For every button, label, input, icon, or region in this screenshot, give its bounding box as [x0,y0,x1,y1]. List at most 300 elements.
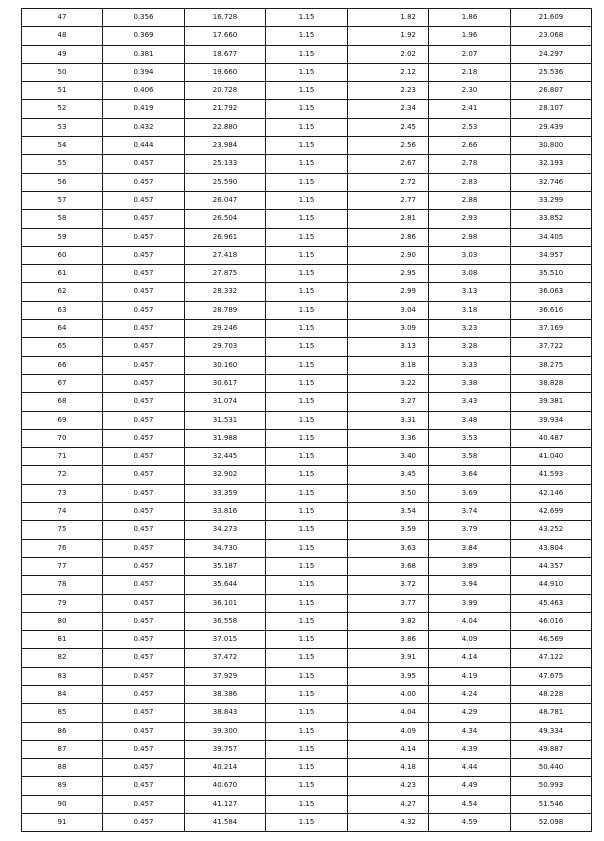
value-a-cell: 0.457 [103,521,185,539]
value-a-cell: 0.457 [103,155,185,173]
table-row [22,82,592,100]
value-c-cell: 3.22 [348,374,429,392]
value-a-cell: 0.457 [103,283,185,301]
value-b-cell: 17.660 [185,27,266,45]
total-cell: 47.675 [511,667,592,685]
value-a-cell: 0.457 [103,173,185,191]
value-a-cell: 0.457 [103,777,185,795]
row-index-cell: 64 [22,320,103,338]
total-cell: 28.107 [511,100,592,118]
row-index-cell: 72 [22,466,103,484]
row-index-cell: 87 [22,740,103,758]
row-index-cell: 74 [22,503,103,521]
row-index-cell: 69 [22,411,103,429]
factor-cell: 1.15 [266,704,348,722]
table-row [22,393,592,411]
row-index-cell: 54 [22,137,103,155]
factor-cell: 1.15 [266,466,348,484]
value-d-cell: 3.48 [429,411,511,429]
value-b-cell: 33.359 [185,484,266,502]
value-a-cell: 0.444 [103,137,185,155]
value-d-cell: 2.93 [429,210,511,228]
value-d-cell: 4.09 [429,631,511,649]
row-index-cell: 63 [22,301,103,319]
row-index-cell: 55 [22,155,103,173]
table-row [22,210,592,228]
value-b-cell: 28.332 [185,283,266,301]
value-a-cell: 0.369 [103,27,185,45]
value-a-cell: 0.457 [103,740,185,758]
table-row [22,667,592,685]
row-index-cell: 49 [22,45,103,63]
value-b-cell: 20.728 [185,82,266,100]
value-a-cell: 0.457 [103,228,185,246]
value-a-cell: 0.457 [103,631,185,649]
value-a-cell: 0.457 [103,557,185,575]
table-row [22,777,592,795]
data-table [21,8,592,832]
value-b-cell: 35.644 [185,576,266,594]
total-cell: 50.440 [511,759,592,777]
row-index-cell: 51 [22,82,103,100]
row-index-cell: 59 [22,228,103,246]
value-a-cell: 0.457 [103,685,185,703]
value-d-cell: 2.30 [429,82,511,100]
value-d-cell: 4.49 [429,777,511,795]
row-index-cell: 73 [22,484,103,502]
factor-cell: 1.15 [266,814,348,832]
value-b-cell: 38.386 [185,685,266,703]
value-b-cell: 22.880 [185,118,266,136]
total-cell: 42.146 [511,484,592,502]
value-b-cell: 21.792 [185,100,266,118]
value-b-cell: 32.902 [185,466,266,484]
value-c-cell: 3.77 [348,594,429,612]
value-a-cell: 0.457 [103,814,185,832]
factor-cell: 1.15 [266,649,348,667]
value-a-cell: 0.457 [103,722,185,740]
value-b-cell: 34.730 [185,539,266,557]
table-body [22,9,592,832]
total-cell: 32.746 [511,173,592,191]
total-cell: 39.934 [511,411,592,429]
table-row [22,814,592,832]
value-c-cell: 3.59 [348,521,429,539]
value-b-cell: 37.929 [185,667,266,685]
factor-cell: 1.15 [266,356,348,374]
value-c-cell: 3.86 [348,631,429,649]
value-b-cell: 30.160 [185,356,266,374]
table-row [22,521,592,539]
row-index-cell: 82 [22,649,103,667]
value-d-cell: 3.84 [429,539,511,557]
value-c-cell: 2.86 [348,228,429,246]
value-b-cell: 29.703 [185,338,266,356]
row-index-cell: 91 [22,814,103,832]
table-row [22,576,592,594]
table-row [22,685,592,703]
value-c-cell: 3.13 [348,338,429,356]
value-d-cell: 4.04 [429,612,511,630]
value-d-cell: 3.79 [429,521,511,539]
value-a-cell: 0.457 [103,466,185,484]
value-a-cell: 0.457 [103,191,185,209]
value-a-cell: 0.457 [103,210,185,228]
table-row [22,448,592,466]
value-a-cell: 0.457 [103,448,185,466]
table-row [22,612,592,630]
total-cell: 36.616 [511,301,592,319]
table-row [22,100,592,118]
value-a-cell: 0.457 [103,594,185,612]
factor-cell: 1.15 [266,667,348,685]
value-d-cell: 2.98 [429,228,511,246]
value-b-cell: 39.757 [185,740,266,758]
value-c-cell: 4.04 [348,704,429,722]
row-index-cell: 57 [22,191,103,209]
value-b-cell: 18.677 [185,45,266,63]
table-row [22,722,592,740]
table-row [22,155,592,173]
value-d-cell: 4.54 [429,795,511,813]
row-index-cell: 77 [22,557,103,575]
factor-cell: 1.15 [266,27,348,45]
total-cell: 29.439 [511,118,592,136]
table-row [22,228,592,246]
table-row [22,649,592,667]
value-c-cell: 3.31 [348,411,429,429]
total-cell: 42.699 [511,503,592,521]
value-c-cell: 4.32 [348,814,429,832]
value-d-cell: 2.83 [429,173,511,191]
value-d-cell: 3.08 [429,265,511,283]
total-cell: 49.887 [511,740,592,758]
factor-cell: 1.15 [266,100,348,118]
value-a-cell: 0.457 [103,320,185,338]
total-cell: 25.536 [511,63,592,81]
value-c-cell: 3.40 [348,448,429,466]
value-b-cell: 41.584 [185,814,266,832]
value-c-cell: 3.36 [348,429,429,447]
table-row [22,466,592,484]
value-b-cell: 37.015 [185,631,266,649]
value-a-cell: 0.356 [103,9,185,27]
value-d-cell: 3.74 [429,503,511,521]
table-row [22,411,592,429]
total-cell: 34.405 [511,228,592,246]
value-b-cell: 33.816 [185,503,266,521]
table-row [22,759,592,777]
value-b-cell: 39.300 [185,722,266,740]
row-index-cell: 89 [22,777,103,795]
value-d-cell: 1.96 [429,27,511,45]
factor-cell: 1.15 [266,759,348,777]
value-d-cell: 3.13 [429,283,511,301]
factor-cell: 1.15 [266,539,348,557]
factor-cell: 1.15 [266,429,348,447]
value-a-cell: 0.457 [103,503,185,521]
table-row [22,45,592,63]
factor-cell: 1.15 [266,612,348,630]
factor-cell: 1.15 [266,45,348,63]
factor-cell: 1.15 [266,777,348,795]
total-cell: 46.569 [511,631,592,649]
value-b-cell: 25.133 [185,155,266,173]
table-row [22,265,592,283]
value-c-cell: 3.95 [348,667,429,685]
table-row [22,740,592,758]
value-d-cell: 4.24 [429,685,511,703]
factor-cell: 1.15 [266,795,348,813]
value-a-cell: 0.457 [103,338,185,356]
value-a-cell: 0.457 [103,484,185,502]
total-cell: 44.910 [511,576,592,594]
table-row [22,631,592,649]
factor-cell: 1.15 [266,338,348,356]
value-c-cell: 2.56 [348,137,429,155]
factor-cell: 1.15 [266,484,348,502]
value-c-cell: 2.23 [348,82,429,100]
factor-cell: 1.15 [266,320,348,338]
factor-cell: 1.15 [266,9,348,27]
total-cell: 50.993 [511,777,592,795]
value-c-cell: 4.23 [348,777,429,795]
value-b-cell: 16.728 [185,9,266,27]
value-c-cell: 2.81 [348,210,429,228]
value-d-cell: 3.94 [429,576,511,594]
value-c-cell: 3.68 [348,557,429,575]
value-c-cell: 3.54 [348,503,429,521]
table-row [22,594,592,612]
row-index-cell: 52 [22,100,103,118]
total-cell: 48.781 [511,704,592,722]
value-c-cell: 3.72 [348,576,429,594]
value-c-cell: 2.90 [348,246,429,264]
total-cell: 41.040 [511,448,592,466]
total-cell: 39.381 [511,393,592,411]
total-cell: 38.828 [511,374,592,392]
row-index-cell: 67 [22,374,103,392]
value-c-cell: 3.04 [348,301,429,319]
factor-cell: 1.15 [266,210,348,228]
value-a-cell: 0.457 [103,539,185,557]
value-d-cell: 3.43 [429,393,511,411]
total-cell: 35.510 [511,265,592,283]
total-cell: 21.609 [511,9,592,27]
value-b-cell: 28.789 [185,301,266,319]
total-cell: 49.334 [511,722,592,740]
value-b-cell: 31.531 [185,411,266,429]
value-c-cell: 2.34 [348,100,429,118]
value-d-cell: 3.53 [429,429,511,447]
table-row [22,539,592,557]
factor-cell: 1.15 [266,173,348,191]
row-index-cell: 48 [22,27,103,45]
value-d-cell: 2.88 [429,191,511,209]
row-index-cell: 85 [22,704,103,722]
table-row [22,301,592,319]
value-b-cell: 26.961 [185,228,266,246]
value-d-cell: 2.41 [429,100,511,118]
value-a-cell: 0.457 [103,374,185,392]
value-a-cell: 0.432 [103,118,185,136]
value-a-cell: 0.457 [103,612,185,630]
value-c-cell: 4.09 [348,722,429,740]
value-c-cell: 2.72 [348,173,429,191]
value-a-cell: 0.457 [103,393,185,411]
factor-cell: 1.15 [266,246,348,264]
row-index-cell: 86 [22,722,103,740]
value-d-cell: 2.53 [429,118,511,136]
row-index-cell: 83 [22,667,103,685]
value-b-cell: 19.660 [185,63,266,81]
value-a-cell: 0.457 [103,265,185,283]
total-cell: 38.275 [511,356,592,374]
total-cell: 33.852 [511,210,592,228]
factor-cell: 1.15 [266,374,348,392]
row-index-cell: 53 [22,118,103,136]
row-index-cell: 47 [22,9,103,27]
table-row [22,795,592,813]
table-row [22,503,592,521]
value-a-cell: 0.406 [103,82,185,100]
value-c-cell: 3.18 [348,356,429,374]
value-d-cell: 2.78 [429,155,511,173]
value-d-cell: 4.44 [429,759,511,777]
value-b-cell: 25.590 [185,173,266,191]
value-d-cell: 2.07 [429,45,511,63]
factor-cell: 1.15 [266,503,348,521]
value-b-cell: 32.445 [185,448,266,466]
table-row [22,557,592,575]
value-d-cell: 3.89 [429,557,511,575]
row-index-cell: 76 [22,539,103,557]
table-row [22,118,592,136]
value-b-cell: 26.047 [185,191,266,209]
factor-cell: 1.15 [266,685,348,703]
total-cell: 41.593 [511,466,592,484]
value-c-cell: 2.95 [348,265,429,283]
row-index-cell: 58 [22,210,103,228]
factor-cell: 1.15 [266,594,348,612]
value-d-cell: 4.39 [429,740,511,758]
factor-cell: 1.15 [266,265,348,283]
factor-cell: 1.15 [266,411,348,429]
value-a-cell: 0.457 [103,649,185,667]
value-d-cell: 4.19 [429,667,511,685]
total-cell: 44.357 [511,557,592,575]
value-d-cell: 3.03 [429,246,511,264]
factor-cell: 1.15 [266,137,348,155]
value-c-cell: 2.45 [348,118,429,136]
value-b-cell: 30.617 [185,374,266,392]
value-a-cell: 0.394 [103,63,185,81]
value-b-cell: 37.472 [185,649,266,667]
total-cell: 51.546 [511,795,592,813]
total-cell: 33.299 [511,191,592,209]
value-b-cell: 41.127 [185,795,266,813]
value-d-cell: 3.38 [429,374,511,392]
factor-cell: 1.15 [266,740,348,758]
value-a-cell: 0.457 [103,576,185,594]
row-index-cell: 70 [22,429,103,447]
value-c-cell: 3.45 [348,466,429,484]
total-cell: 24.297 [511,45,592,63]
value-b-cell: 27.875 [185,265,266,283]
value-a-cell: 0.457 [103,429,185,447]
table-row [22,9,592,27]
row-index-cell: 66 [22,356,103,374]
table-row [22,320,592,338]
value-b-cell: 23.984 [185,137,266,155]
value-c-cell: 4.18 [348,759,429,777]
row-index-cell: 56 [22,173,103,191]
row-index-cell: 80 [22,612,103,630]
total-cell: 47.122 [511,649,592,667]
value-c-cell: 2.12 [348,63,429,81]
table-row [22,283,592,301]
value-b-cell: 36.101 [185,594,266,612]
value-d-cell: 3.23 [429,320,511,338]
value-d-cell: 3.18 [429,301,511,319]
value-d-cell: 4.14 [429,649,511,667]
factor-cell: 1.15 [266,82,348,100]
factor-cell: 1.15 [266,118,348,136]
row-index-cell: 75 [22,521,103,539]
row-index-cell: 84 [22,685,103,703]
table-row [22,429,592,447]
value-d-cell: 4.59 [429,814,511,832]
value-c-cell: 2.77 [348,191,429,209]
row-index-cell: 90 [22,795,103,813]
value-a-cell: 0.457 [103,759,185,777]
total-cell: 40.487 [511,429,592,447]
total-cell: 45.463 [511,594,592,612]
row-index-cell: 60 [22,246,103,264]
row-index-cell: 65 [22,338,103,356]
factor-cell: 1.15 [266,155,348,173]
factor-cell: 1.15 [266,301,348,319]
value-d-cell: 3.28 [429,338,511,356]
total-cell: 37.722 [511,338,592,356]
row-index-cell: 61 [22,265,103,283]
value-c-cell: 2.67 [348,155,429,173]
value-c-cell: 3.50 [348,484,429,502]
value-b-cell: 38.843 [185,704,266,722]
value-d-cell: 4.34 [429,722,511,740]
value-b-cell: 27.418 [185,246,266,264]
total-cell: 26.807 [511,82,592,100]
value-a-cell: 0.419 [103,100,185,118]
table-row [22,173,592,191]
value-d-cell: 3.69 [429,484,511,502]
value-b-cell: 40.670 [185,777,266,795]
total-cell: 48.228 [511,685,592,703]
factor-cell: 1.15 [266,191,348,209]
table-row [22,137,592,155]
value-c-cell: 2.99 [348,283,429,301]
value-c-cell: 1.92 [348,27,429,45]
value-c-cell: 3.09 [348,320,429,338]
table-row [22,704,592,722]
value-b-cell: 29.246 [185,320,266,338]
table-row [22,338,592,356]
factor-cell: 1.15 [266,393,348,411]
value-d-cell: 3.99 [429,594,511,612]
factor-cell: 1.15 [266,557,348,575]
value-c-cell: 2.02 [348,45,429,63]
value-a-cell: 0.457 [103,667,185,685]
